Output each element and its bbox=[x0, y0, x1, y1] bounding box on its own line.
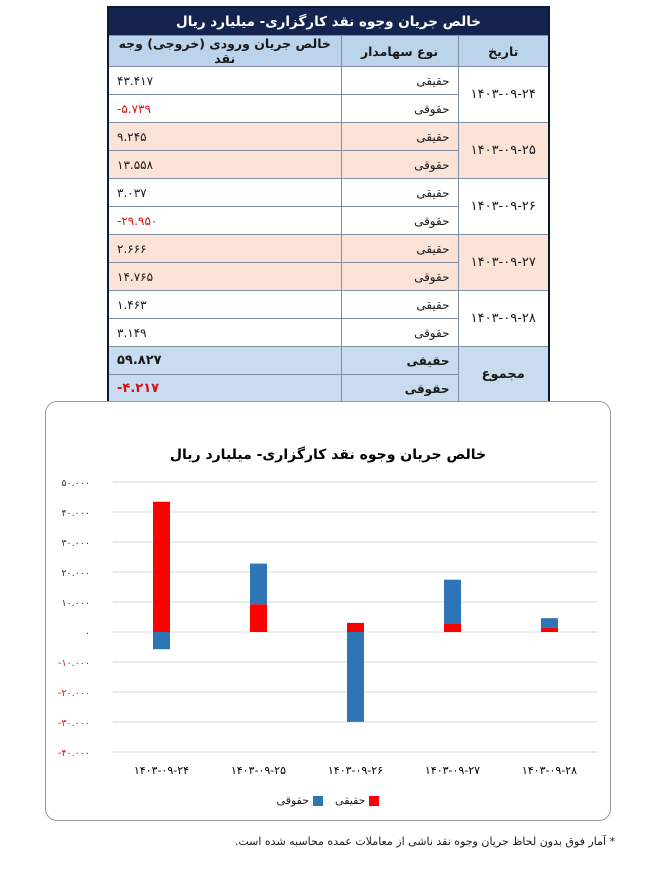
y-tick-label: ۰ bbox=[84, 628, 90, 639]
legend-swatch bbox=[313, 796, 323, 806]
shareholder-type-cell: حقیقی bbox=[341, 291, 458, 319]
chart-title: خالص جریان وجوه نقد کارگزاری- میلیارد ریال bbox=[169, 447, 487, 463]
header-date: تاریخ bbox=[458, 36, 549, 67]
table-row bbox=[108, 179, 549, 207]
date-cell: ۱۴۰۳-۰۹-۲۸ bbox=[458, 291, 549, 347]
total-type-cell: حقیقی bbox=[341, 347, 458, 375]
bar-institutional bbox=[250, 564, 267, 605]
shareholder-type-cell: حقوقی bbox=[341, 95, 458, 123]
total-value-cell: -۴.۲۱۷ bbox=[108, 375, 341, 404]
legend-label: حقیقی bbox=[335, 794, 366, 807]
net-flow-value-cell: ۳.۰۳۷ bbox=[108, 179, 341, 207]
net-flow-value-cell: ۱.۴۶۳ bbox=[108, 291, 341, 319]
total-label-cell: مجموع bbox=[458, 347, 549, 404]
bar-institutional bbox=[444, 580, 461, 624]
net-flow-value-cell: ۱۳.۵۵۸ bbox=[108, 151, 341, 179]
shareholder-type-cell: حقیقی bbox=[341, 235, 458, 263]
net-flow-value-cell: ۳.۱۴۹ bbox=[108, 319, 341, 347]
y-tick-label: ۴۰.۰۰۰ bbox=[61, 508, 90, 519]
legend-swatch bbox=[369, 796, 379, 806]
bar-individual bbox=[541, 628, 558, 632]
shareholder-type-cell: حقوقی bbox=[341, 319, 458, 347]
header-value: خالص جریان ورودی (خروجی) وجه نقد bbox=[108, 36, 341, 67]
footnote: * آمار فوق بدون لحاظ جریان وجوه نقد ناشی از معاملات عمده محاسبه شده است. bbox=[234, 835, 615, 848]
shareholder-type-cell: حقیقی bbox=[341, 179, 458, 207]
bar-individual bbox=[444, 624, 461, 632]
net-flow-value-cell: -۲۹.۹۵۰ bbox=[108, 207, 341, 235]
date-cell: ۱۴۰۳-۰۹-۲۶ bbox=[458, 179, 549, 235]
table-title: خالص جریان وجوه نقد کارگزاری- میلیارد ریال bbox=[108, 7, 549, 36]
net-flow-value-cell: ۲.۶۶۶ bbox=[108, 235, 341, 263]
total-row bbox=[108, 347, 549, 375]
legend-label: حقوقی bbox=[276, 794, 310, 807]
table-row bbox=[108, 235, 549, 263]
legend-item bbox=[335, 794, 379, 807]
chart-panel bbox=[45, 401, 611, 821]
shareholder-type-cell: حقیقی bbox=[341, 123, 458, 151]
x-tick-label: ۱۴۰۳-۰۹-۲۶ bbox=[327, 764, 384, 777]
y-tick-label: ۳۰.۰۰۰ bbox=[61, 538, 90, 549]
bar-individual bbox=[153, 502, 170, 632]
shareholder-type-cell: حقوقی bbox=[341, 263, 458, 291]
bar-institutional bbox=[347, 632, 364, 722]
x-tick-label: ۱۴۰۳-۰۹-۲۸ bbox=[521, 764, 578, 777]
y-tick-label: -۲۰.۰۰۰ bbox=[58, 688, 90, 699]
header-type: نوع سهامدار bbox=[341, 36, 458, 67]
table-row bbox=[108, 123, 549, 151]
y-tick-label: -۴۰.۰۰۰ bbox=[58, 748, 90, 759]
net-flow-value-cell: ۴۳.۴۱۷ bbox=[108, 67, 341, 95]
bar-institutional bbox=[153, 632, 170, 649]
y-tick-label: -۳۰.۰۰۰ bbox=[58, 718, 90, 729]
shareholder-type-cell: حقوقی bbox=[341, 207, 458, 235]
y-tick-label: -۱۰.۰۰۰ bbox=[58, 658, 90, 669]
cash-flow-table bbox=[107, 6, 550, 404]
x-tick-label: ۱۴۰۳-۰۹-۲۵ bbox=[230, 764, 287, 777]
legend-item bbox=[277, 794, 323, 807]
bar-individual bbox=[250, 604, 267, 632]
x-tick-label: ۱۴۰۳-۰۹-۲۷ bbox=[424, 764, 481, 777]
date-cell: ۱۴۰۳-۰۹-۲۴ bbox=[458, 67, 549, 123]
cash-flow-table-container bbox=[107, 6, 548, 404]
bar-institutional bbox=[541, 618, 558, 627]
x-tick-label: ۱۴۰۳-۰۹-۲۴ bbox=[133, 764, 190, 777]
table-body bbox=[108, 67, 549, 404]
y-tick-label: ۵۰.۰۰۰ bbox=[61, 478, 90, 489]
total-value-cell: ۵۹.۸۲۷ bbox=[108, 347, 341, 375]
net-flow-value-cell: ۱۴.۷۶۵ bbox=[108, 263, 341, 291]
date-cell: ۱۴۰۳-۰۹-۲۷ bbox=[458, 235, 549, 291]
shareholder-type-cell: حقیقی bbox=[341, 67, 458, 95]
bar-individual bbox=[347, 623, 364, 632]
net-flow-value-cell: ۹.۲۴۵ bbox=[108, 123, 341, 151]
chart-legend bbox=[46, 794, 610, 809]
table-row bbox=[108, 291, 549, 319]
shareholder-type-cell: حقوقی bbox=[341, 151, 458, 179]
net-flow-value-cell: -۵.۷۳۹ bbox=[108, 95, 341, 123]
y-tick-label: ۱۰.۰۰۰ bbox=[61, 598, 90, 609]
y-tick-label: ۲۰.۰۰۰ bbox=[61, 568, 90, 579]
table-row bbox=[108, 67, 549, 95]
total-type-cell: حقوقی bbox=[341, 375, 458, 404]
bar-chart bbox=[46, 402, 610, 820]
date-cell: ۱۴۰۳-۰۹-۲۵ bbox=[458, 123, 549, 179]
